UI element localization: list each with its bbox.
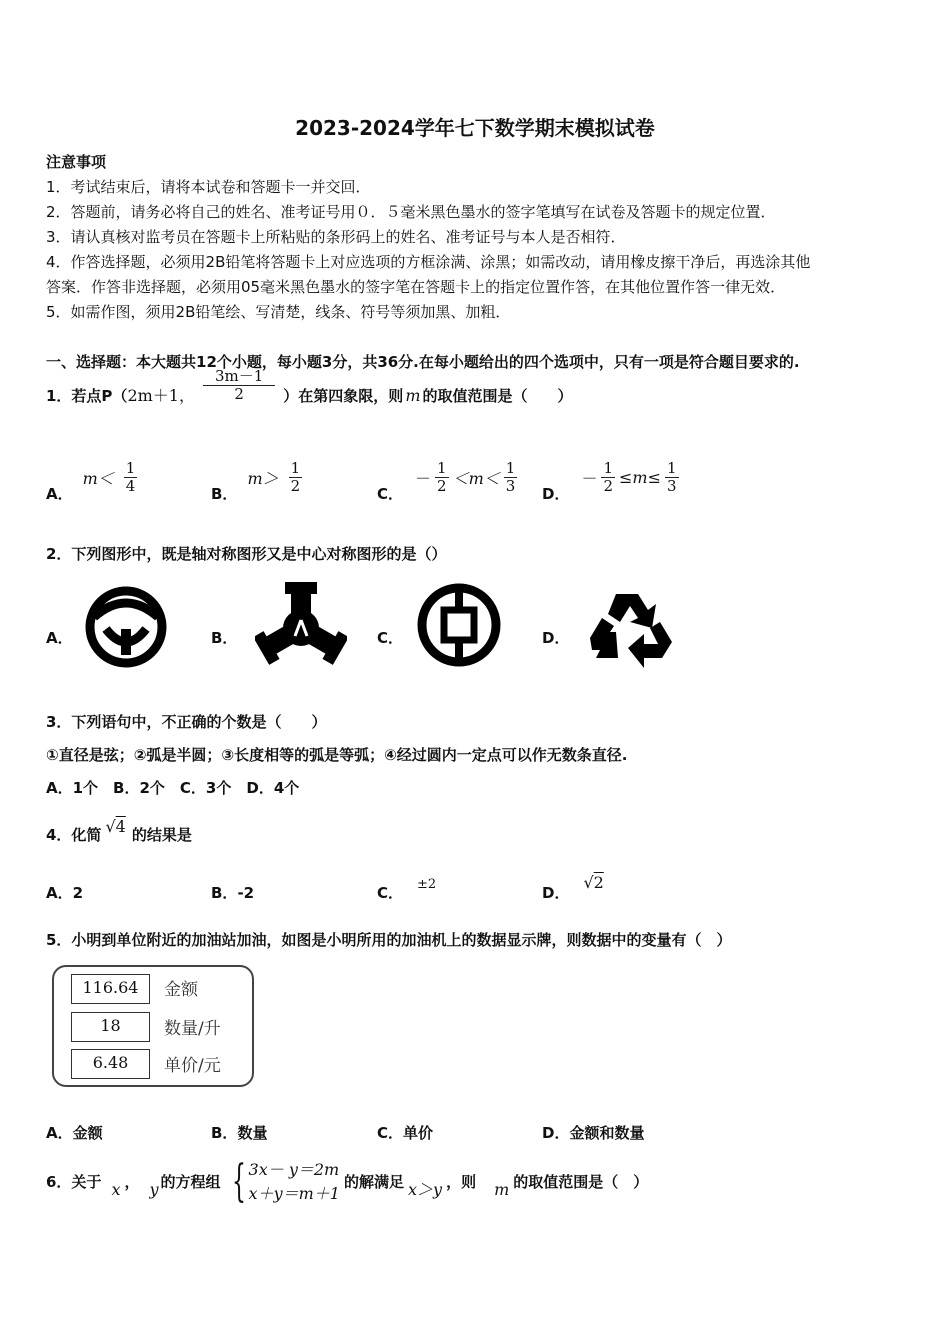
q1-option-d[interactable] bbox=[542, 459, 679, 503]
q1-prefix: 1．若点P（ bbox=[46, 386, 128, 405]
frac-num: 1 bbox=[125, 459, 136, 477]
q1-coord-x: 2m＋1， bbox=[127, 385, 195, 405]
frac-num: 1 bbox=[290, 459, 301, 477]
q1-suffix-b: 的取值范围是（ ） bbox=[422, 386, 573, 405]
question-2: 2．下列图形中，既是轴对称图形又是中心对称图形的是（） bbox=[46, 545, 447, 563]
q1-fraction bbox=[203, 368, 275, 403]
notice-item: 1．考试结束后，请将本试卷和答题卡一并交回． bbox=[46, 178, 371, 196]
display-price-value: 6.48 bbox=[71, 1049, 150, 1079]
frac-den: 2 bbox=[437, 477, 447, 495]
page-title: 2023-2024学年七下数学期末模拟试卷 bbox=[295, 116, 655, 140]
q4-option-b[interactable] bbox=[211, 884, 254, 902]
display-quantity-label: 数量/升 bbox=[164, 1019, 221, 1039]
display-quantity-value: 18 bbox=[71, 1012, 150, 1042]
q6-mid2: 的解满足 bbox=[343, 1173, 404, 1191]
option-text: 数量 bbox=[237, 1124, 268, 1142]
option-label: B． bbox=[211, 484, 238, 503]
option-lhs: m＞ bbox=[247, 469, 279, 488]
q6-suffix: 的取值范围是（ ） bbox=[513, 1173, 649, 1191]
option-pre: － bbox=[581, 469, 598, 488]
display-amount-label: 金额 bbox=[164, 980, 198, 1000]
option-label: A． bbox=[46, 484, 73, 503]
question-6 bbox=[46, 1156, 648, 1208]
q6-var-x: x bbox=[111, 1180, 121, 1199]
option-fraction bbox=[504, 460, 518, 495]
q5-option-b[interactable] bbox=[211, 1124, 267, 1142]
q2-option-label-b[interactable]: B． bbox=[211, 629, 238, 647]
option-sqrt: √2 bbox=[583, 873, 604, 892]
q6-brace: { bbox=[231, 1156, 246, 1207]
q6-eq1: 3x－ y＝2m bbox=[248, 1160, 340, 1179]
option-mid: ≤m≤ bbox=[619, 468, 661, 487]
q1-option-c[interactable] bbox=[377, 459, 517, 503]
question-5: 5．小明到单位附近的加油站加油，如图是小明所用的加油机上的数据显示牌，则数据中的变量有（ ） bbox=[46, 931, 732, 949]
option-label: C． bbox=[377, 484, 404, 503]
q6-var-y: y bbox=[149, 1180, 159, 1199]
display-amount-value: 116.64 bbox=[71, 974, 150, 1004]
q2-option-label-c[interactable]: C． bbox=[377, 629, 404, 647]
figure-b-triskelion-icon[interactable] bbox=[255, 582, 347, 668]
q4-radicand: 4 bbox=[115, 817, 126, 836]
q6-var-m: m bbox=[494, 1180, 510, 1199]
q5-option-a[interactable] bbox=[46, 1124, 103, 1142]
q6-eq2: x＋y＝m＋1 bbox=[248, 1184, 340, 1203]
option-label: D． bbox=[542, 484, 570, 503]
q5-option-d[interactable] bbox=[542, 1124, 644, 1142]
q4-suffix: 的结果是 bbox=[131, 826, 192, 844]
q4-prefix: 4．化简 bbox=[46, 826, 102, 844]
q3-statements: ①直径是弦；②弧是半圆；③长度相等的弧是等弧；④经过圆内一定点可以作无数条直径. bbox=[46, 746, 628, 764]
notice-item: 5．如需作图，须用2B铅笔绘、写清楚，线条、符号等须加黑、加粗． bbox=[46, 303, 511, 321]
q1-option-b[interactable] bbox=[211, 459, 302, 503]
q2-option-label-a[interactable]: A． bbox=[46, 629, 73, 647]
display-price-label: 单价/元 bbox=[164, 1056, 221, 1076]
figure-c-coin-icon[interactable] bbox=[416, 582, 502, 668]
frac-num: 1 bbox=[505, 459, 516, 477]
q6-equations bbox=[249, 1158, 340, 1206]
option-label: C． bbox=[377, 884, 404, 902]
option-pre: － bbox=[415, 469, 432, 488]
option-value: 2 bbox=[72, 884, 84, 902]
option-fraction bbox=[435, 460, 449, 495]
option-label: C． bbox=[377, 1124, 404, 1142]
q5-option-c[interactable] bbox=[377, 1124, 433, 1142]
frac-den: 3 bbox=[505, 477, 516, 495]
option-text: 单价 bbox=[403, 1124, 434, 1142]
q4-option-a[interactable] bbox=[46, 884, 83, 902]
frac-den: 2 bbox=[603, 477, 614, 495]
option-text: 金额和数量 bbox=[569, 1124, 645, 1142]
frac-den: 3 bbox=[667, 477, 677, 495]
option-value: -2 bbox=[237, 884, 255, 902]
frac-num: 1 bbox=[603, 459, 614, 477]
option-label: D． bbox=[542, 884, 570, 902]
q6-condition: x＞y bbox=[407, 1180, 443, 1199]
q1-var: m bbox=[405, 385, 421, 405]
option-label: A． bbox=[46, 884, 73, 902]
q1-frac-den: 2 bbox=[234, 385, 244, 403]
notice-heading: 注意事项 bbox=[46, 153, 107, 171]
option-value: 2 bbox=[593, 873, 604, 892]
q6-equation-system bbox=[225, 1158, 340, 1206]
option-mid: ＜m＜ bbox=[452, 469, 500, 488]
q1-frac-num: 3m－1 bbox=[203, 368, 275, 386]
option-fraction bbox=[124, 460, 138, 495]
q1-option-a[interactable] bbox=[46, 459, 137, 503]
section-heading: 一、选择题：本大题共12个小题，每小题3分，共36分.在每小题给出的四个选项中，只有一项是符合题目要求的. bbox=[46, 353, 800, 371]
figure-a-circle-logo-icon[interactable] bbox=[84, 585, 168, 669]
q4-option-c[interactable] bbox=[377, 877, 437, 902]
q6-mid: 的方程组 bbox=[160, 1173, 221, 1191]
q4-sqrt: √4 bbox=[105, 817, 126, 836]
q3-options[interactable]: A．1个 B．2个 C．3个 D．4个 bbox=[46, 779, 300, 797]
q4-option-d[interactable] bbox=[542, 873, 604, 902]
option-value: ±2 bbox=[417, 877, 437, 892]
notice-item: 3．请认真核对监考员在答题卡上所粘贴的条形码上的姓名、准考证号与本人是否相符． bbox=[46, 228, 626, 246]
notice-item: 答案．作答非选择题，必须用05毫米黑色墨水的签字笔在答题卡上的指定位置作答，在其他位置作答一律无效． bbox=[46, 278, 786, 296]
question-4 bbox=[46, 817, 192, 844]
q1-suffix-a: ）在第四象限，则 bbox=[283, 386, 404, 405]
q6-sep: ， bbox=[124, 1173, 140, 1191]
frac-den: 4 bbox=[125, 477, 136, 495]
q2-option-label-d[interactable]: D． bbox=[542, 629, 570, 647]
fuel-display-panel bbox=[52, 965, 254, 1087]
option-label: B． bbox=[211, 1124, 238, 1142]
frac-den: 2 bbox=[290, 477, 301, 495]
q6-mid3: ，则 bbox=[446, 1173, 477, 1191]
frac-num: 1 bbox=[437, 459, 447, 477]
option-text: 金额 bbox=[72, 1124, 103, 1142]
option-fraction bbox=[289, 460, 303, 495]
option-label: A． bbox=[46, 1124, 73, 1142]
notice-item: 2．答题前，请务必将自己的姓名、准考证号用０．５毫米黑色墨水的签字笔填写在试卷及答题卡的规定位置． bbox=[46, 203, 776, 221]
notice-item: 4．作答选择题，必须用2B铅笔将答题卡上对应选项的方框涂满、涂黑；如需改动，请用橡皮擦干净后，再选涂其他 bbox=[46, 253, 811, 271]
option-label: B． bbox=[211, 884, 238, 902]
frac-num: 1 bbox=[667, 459, 677, 477]
option-fraction bbox=[665, 460, 679, 495]
question-3: 3．下列语句中，不正确的个数是（ ） bbox=[46, 713, 327, 731]
figure-d-recycle-icon[interactable] bbox=[586, 586, 676, 670]
option-lhs: m＜ bbox=[82, 469, 114, 488]
option-fraction bbox=[601, 460, 615, 495]
q6-prefix: 6．关于 bbox=[46, 1173, 102, 1191]
question-1 bbox=[46, 367, 573, 413]
option-label: D． bbox=[542, 1124, 570, 1142]
